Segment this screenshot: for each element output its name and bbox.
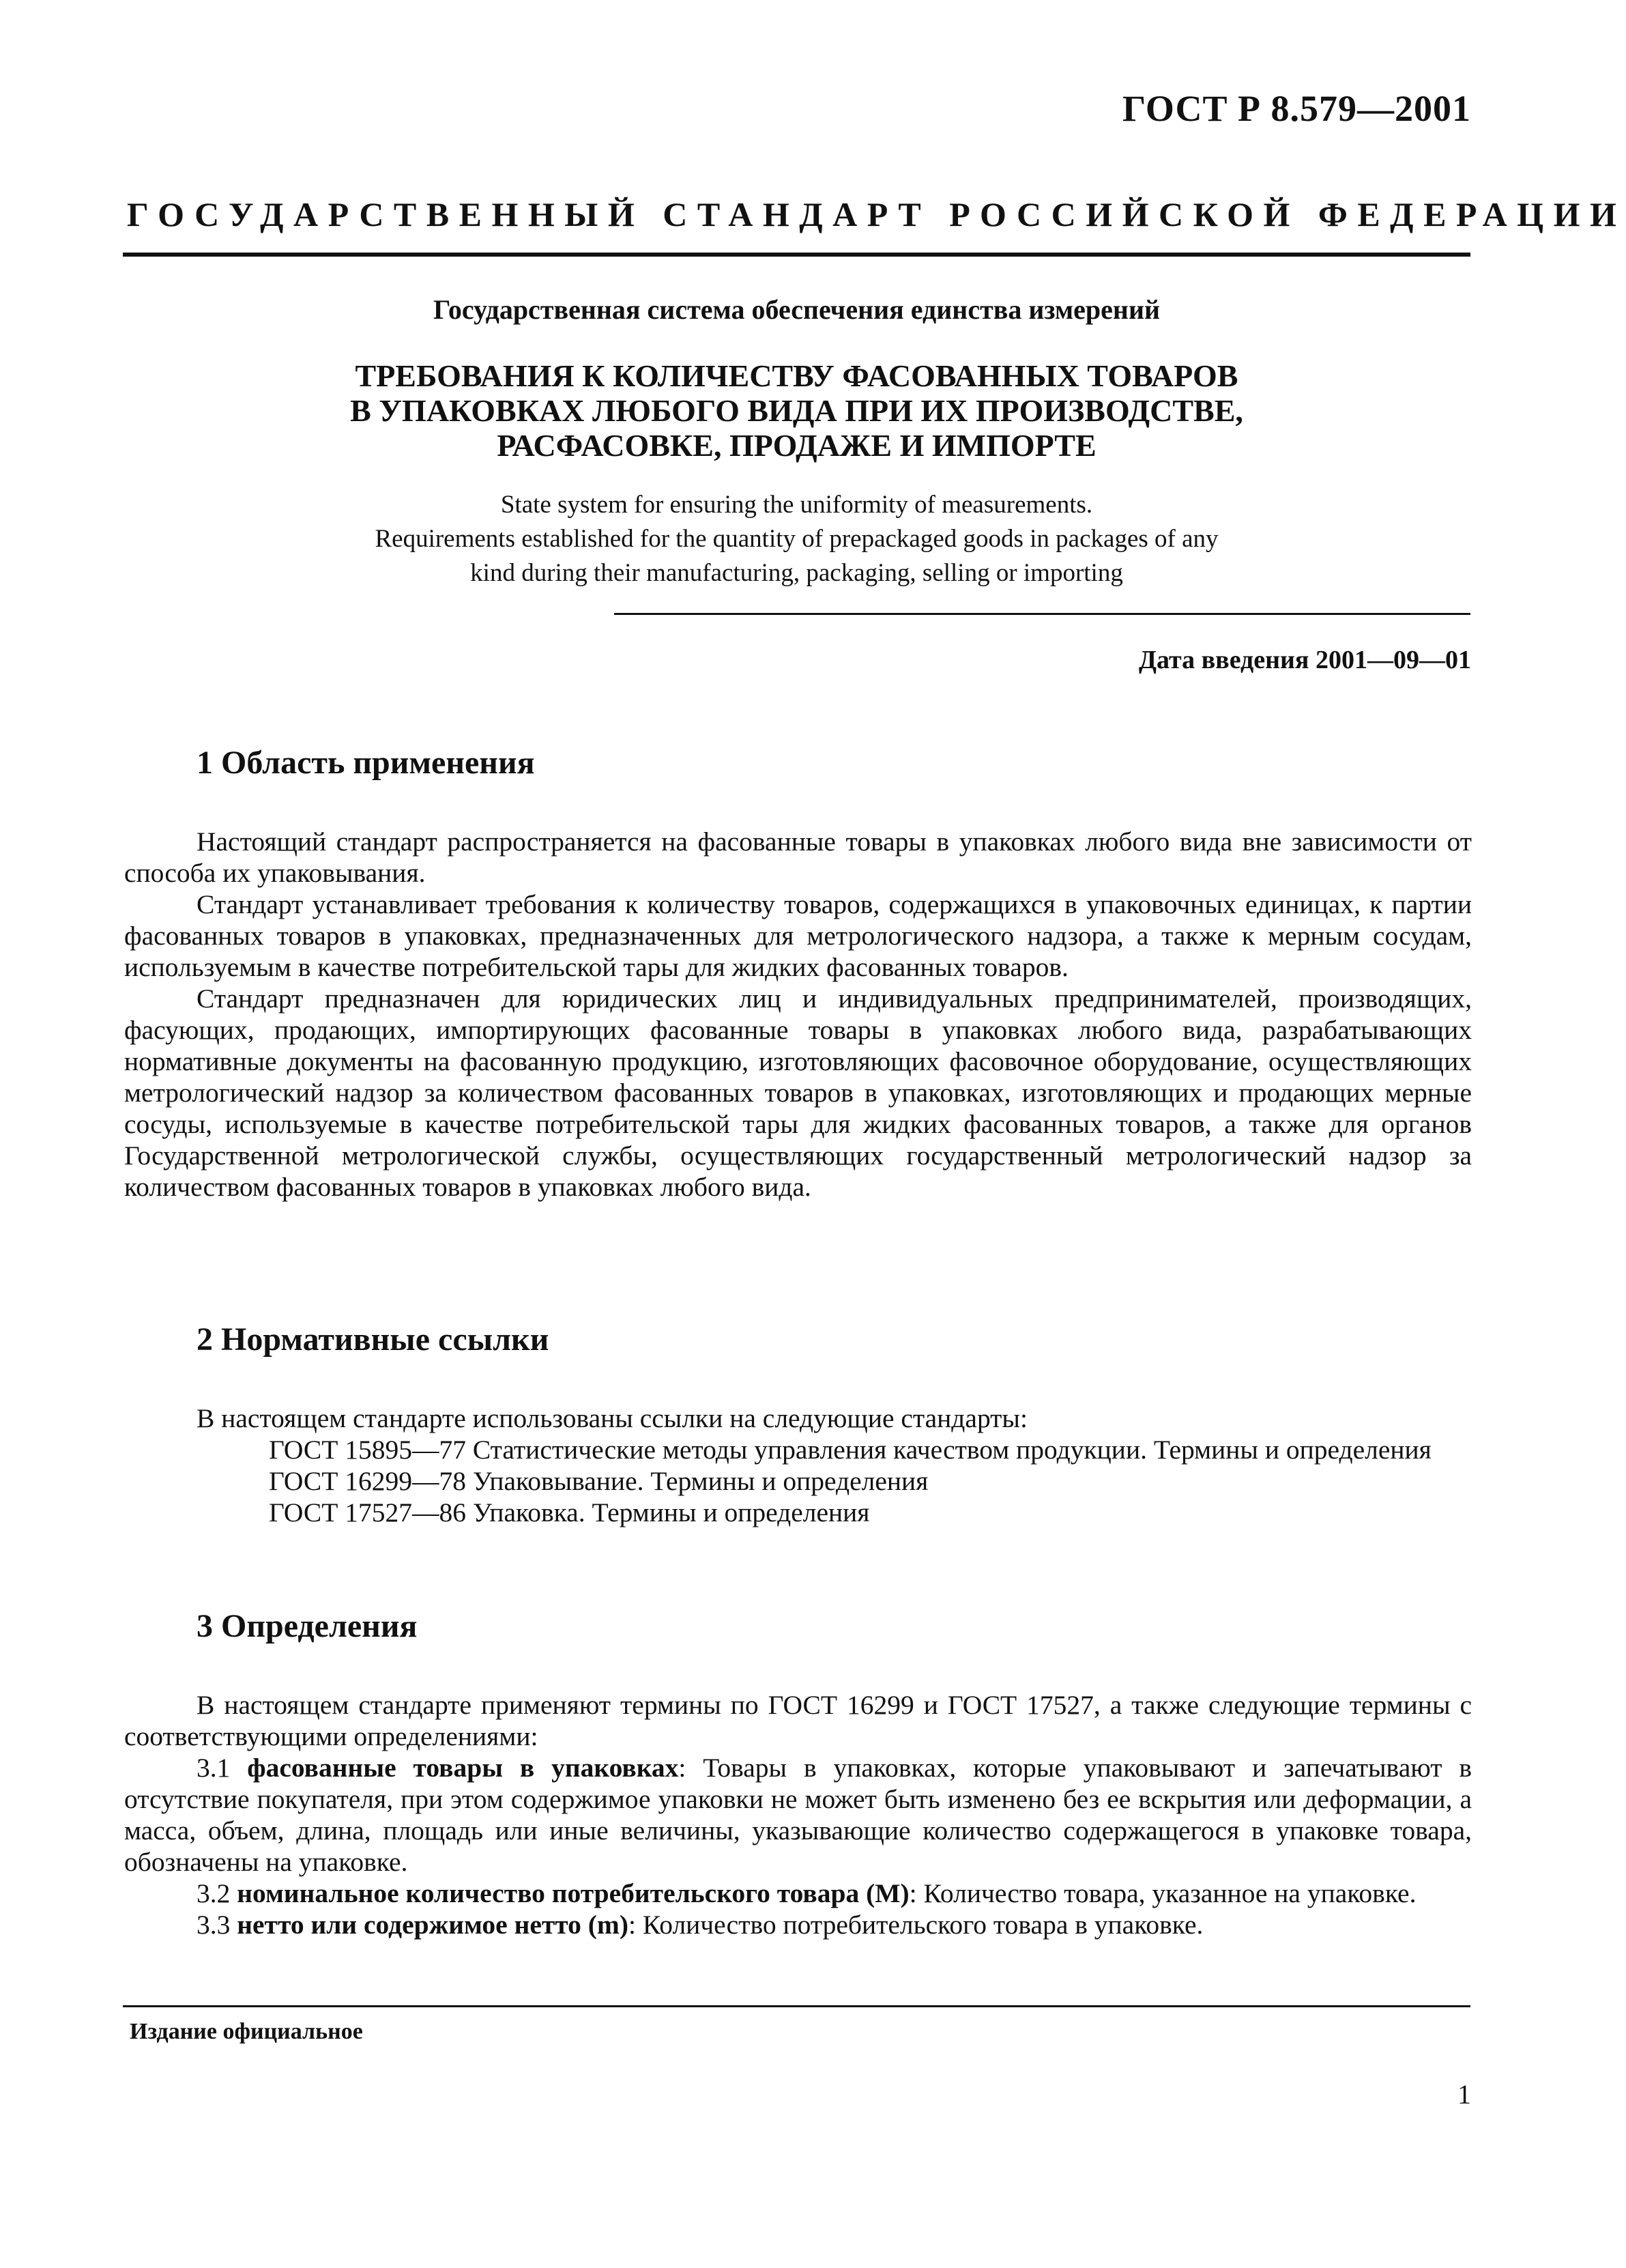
english-title-line: kind during their manufacturing, packaging, selling or importing [470, 559, 1123, 587]
reference-title: Статистические методы управления качеством продукции. Термины и определения [472, 1435, 1432, 1465]
definition-term: нетто или содержимое нетто (m) [237, 1910, 628, 1940]
definition-number: 3.3 [197, 1910, 231, 1940]
footer-divider [123, 2005, 1470, 2007]
reference-code: ГОСТ 16299—78 [269, 1466, 466, 1496]
main-title-line: РАСФАСОВКЕ, ПРОДАЖЕ И ИМПОРТЕ [497, 428, 1097, 463]
definition-text: : Товары в упаковках, которые упаковывают и запечатывают в отсутствие покупателя, при этом содержимое упаковки не может быть изменено без ее вскрытия или деформации, а масса, объем, длина, площадь или иные величины, указывающие количество содержащегося в упаковке товара, обозначены на упаковке. [124, 1753, 1472, 1877]
definition-term: фасованные товары в упаковках [247, 1753, 679, 1783]
english-title-line: Requirements established for the quantity of prepackaged goods in packages of any [375, 525, 1219, 553]
definition-number: 3.2 [197, 1878, 231, 1908]
document-code: ГОСТ Р 8.579—2001 [1122, 88, 1471, 129]
definition-number: 3.1 [197, 1753, 231, 1783]
edition-label: Издание официальное [130, 2019, 363, 2044]
definition-term: номинальное количество потребительского товара (М) [237, 1878, 910, 1908]
section-1-body [124, 826, 1472, 1203]
system-title: Государственная система обеспечения единства измерений [433, 294, 1161, 325]
section-2-heading: 2 Нормативные ссылки [197, 1321, 549, 1358]
reference-item [124, 1434, 1472, 1465]
state-standard-header: ГОСУДАРСТВЕННЫЙ СТАНДАРТ РОССИЙСКОЙ ФЕДЕРАЦИИ [127, 195, 1626, 233]
paragraph: В настоящем стандарте применяют термины по ГОСТ 16299 и ГОСТ 17527, а также следующие термины с соответствующими определениями: [124, 1690, 1472, 1751]
main-title-line: ТРЕБОВАНИЯ К КОЛИЧЕСТВУ ФАСОВАННЫХ ТОВАРОВ [355, 358, 1238, 393]
definition-text: : Количество товара, указанное на упаковке. [909, 1878, 1417, 1908]
definition-item [124, 1878, 1472, 1909]
english-title [123, 488, 1470, 590]
main-title [123, 358, 1470, 463]
section-3-body [124, 1689, 1472, 1940]
definition-text: : Количество потребительского товара в упаковке. [628, 1910, 1204, 1940]
reference-title: Упаковывание. Термины и определения [472, 1466, 929, 1496]
definition-item [124, 1909, 1472, 1940]
paragraph: Стандарт предназначен для юридических лиц и индивидуальных предпринимателей, производящих, фасующих, продающих, импортирующих фасованные товары в упаковках любого вида, разрабатывающих нормативные документы на фасованную продукцию, изготовляющих фасовочное оборудование, осуществляющих метрологический надзор за количеством фасованных товаров в упаковках, изготовляющих и продающих мерные сосуды, используемые в качестве потребительской тары для жидких фасованных товаров, а также для органов Государственной метрологической службы, осуществляющих государственный метрологический надзор за количеством фасованных товаров в упаковках любого вида. [124, 984, 1472, 1202]
definition-item [124, 1752, 1472, 1878]
reference-item [124, 1497, 1472, 1528]
section-2-body [124, 1403, 1472, 1528]
section-3-heading: 3 Определения [197, 1608, 418, 1644]
header-divider [123, 253, 1470, 257]
english-title-line: State system for ensuring the uniformity of measurements. [500, 491, 1093, 519]
paragraph: Стандарт устанавливает требования к количеству товаров, содержащихся в упаковочных единицах, к партии фасованных товаров в упаковках, предназначенных для метрологического надзора, а также к мерным сосудам, используемым в качестве потребительской тары для жидких фасованных товаров. [124, 889, 1472, 982]
paragraph: Настоящий стандарт распространяется на фасованные товары в упаковках любого вида вне зависимости от способа их упаковывания. [124, 827, 1472, 888]
page-number: 1 [1457, 2079, 1471, 2110]
title-divider [614, 613, 1470, 615]
introduction-date: Дата введения 2001—09—01 [1138, 646, 1471, 674]
reference-code: ГОСТ 15895—77 [269, 1435, 466, 1465]
section-1-heading: 1 Область применения [197, 745, 535, 781]
main-title-line: В УПАКОВКАХ ЛЮБОГО ВИДА ПРИ ИХ ПРОИЗВОДСТВЕ, [350, 393, 1243, 428]
reference-code: ГОСТ 17527—86 [269, 1497, 466, 1527]
reference-item [124, 1465, 1472, 1497]
reference-title: Упаковка. Термины и определения [472, 1497, 870, 1527]
paragraph: В настоящем стандарте использованы ссылки на следующие стандарты: [197, 1403, 1028, 1433]
